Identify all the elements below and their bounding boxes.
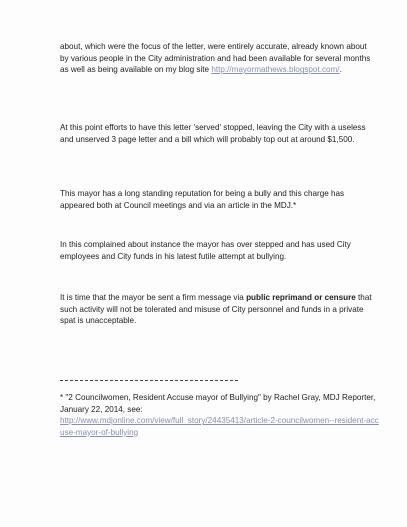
- paragraph-5-end: that such activity will not be tolerated and misuse of City personnel and funds in a private spat is unacceptable.: [60, 293, 372, 326]
- footnote-divider: [60, 380, 238, 381]
- paragraph-3: This mayor has a long standing reputation for being a bully and this charge has appeared both at Council meetings and via an article in the MDJ.*: [60, 189, 345, 210]
- footnote-text: * "2 Councilwomen, Resident Accuse mayor of Bullying" by Rachel Gray, MDJ Reporter, January 22, 2014, see:: [60, 393, 376, 414]
- paragraph-5-start: It is time that the mayor be sent a firm message via: [60, 293, 244, 302]
- blog-link[interactable]: http://mayormathews.blogspot.com/: [211, 65, 340, 75]
- paragraph-4: In this complained about instance the mayor has over stepped and has used City employees and City funds in his latest futile attempt at bullying.: [60, 240, 351, 261]
- paragraph-1-text: about, which were the focus of the letter, were entirely accurate, already known about by various people in the City administration and had been available for several months as well as being available on my blog site: [60, 42, 371, 75]
- paragraph-1-period: .: [339, 65, 342, 75]
- paragraph-2: At this point efforts to have this letter 'served' stopped, leaving the City with a useless and unserved 3 page letter and a bill which will probably top out at around $1,500.: [60, 123, 366, 144]
- paragraph-5: [60, 292, 375, 327]
- footnote: [60, 392, 380, 438]
- article-link[interactable]: http://www.mdjonline.com/view/full_story/24435413/article-2-councilwomen--resident-accuse-mayor-of-bullying: [60, 416, 379, 437]
- paragraph-1: [60, 41, 375, 76]
- reprimand-phrase: public reprimand or censure: [246, 293, 356, 302]
